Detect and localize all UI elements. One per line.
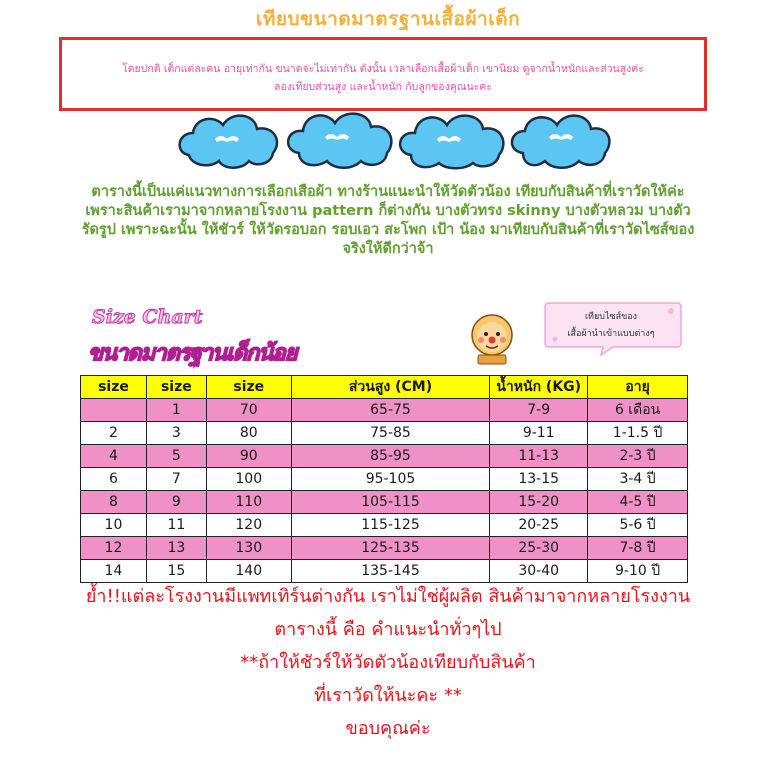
table-cell: 9-11 xyxy=(490,422,588,445)
table-cell: 135-145 xyxy=(291,560,490,583)
table-cell: 10 xyxy=(81,514,147,537)
cloud-icon xyxy=(400,116,503,169)
table-cell: 7-9 xyxy=(490,399,588,422)
notice-text xyxy=(4,183,772,259)
table-cell: 25-30 xyxy=(490,537,588,560)
table-cell: 6 xyxy=(81,468,147,491)
table-cell: 4-5 ปี xyxy=(588,491,688,514)
clouds-decoration xyxy=(175,103,615,173)
table-cell: 11-13 xyxy=(490,445,588,468)
table-cell: 70 xyxy=(206,399,291,422)
table-cell: 120 xyxy=(206,514,291,537)
cloud-icon xyxy=(288,114,391,168)
column-header: ส่วนสูง (CM) xyxy=(291,376,490,399)
table-cell: 85-95 xyxy=(291,445,490,468)
table-cell: 125-135 xyxy=(291,537,490,560)
cloud-icon xyxy=(512,116,609,168)
table-cell: 100 xyxy=(206,468,291,491)
table-cell: 95-105 xyxy=(291,468,490,491)
table-cell: 15 xyxy=(146,560,206,583)
notice-line: เพราะสินค้าเรามาจากหลายโรงงาน pattern ก็ต่างกัน บางตัวทรง skinny บางตัวหลวม บางตัว xyxy=(85,203,691,219)
table-cell: 5 xyxy=(146,445,206,468)
intro-box xyxy=(59,37,707,111)
table-cell: 9 xyxy=(146,491,206,514)
table-cell: 1-1.5 ปี xyxy=(588,422,688,445)
table-cell: 7-8 ปี xyxy=(588,537,688,560)
table-cell: 13 xyxy=(146,537,206,560)
cloud-icon xyxy=(180,116,277,168)
notice-line: ตารางนี้เป็นแค่แนวทางการเลือกเสือผ้า ทางร้านแนะนำให้วัดตัวน้อง เทียบกับสินค้าที่เราวัดให้ค่ะ xyxy=(91,184,685,200)
intro-line: ลองเทียบส่วนสูง และน้ำหนัก กับลูกของคุณนะคะ xyxy=(274,81,492,93)
table-row xyxy=(81,491,688,514)
speech-bubble-text xyxy=(543,309,679,343)
table-cell xyxy=(81,399,147,422)
table-row xyxy=(81,468,688,491)
table-cell: 4 xyxy=(81,445,147,468)
table-cell: 14 xyxy=(81,560,147,583)
table-cell: 8 xyxy=(81,491,147,514)
table-cell: 2 xyxy=(81,422,147,445)
column-header: size xyxy=(146,376,206,399)
table-cell: 1 xyxy=(146,399,206,422)
intro-text xyxy=(62,60,704,96)
table-cell: 5-6 ปี xyxy=(588,514,688,537)
table-cell: 2-3 ปี xyxy=(588,445,688,468)
table-cell: 6 เดือน xyxy=(588,399,688,422)
table-row xyxy=(81,445,688,468)
footer-line: **ถ้าให้ชัวร์ให้วัดตัวน้องเทียบกับสินค้า xyxy=(240,652,536,673)
size-chart-title: Size Chart xyxy=(92,306,203,328)
column-header: size xyxy=(81,376,147,399)
table-cell: 105-115 xyxy=(291,491,490,514)
table-cell: 115-125 xyxy=(291,514,490,537)
table-cell: 9-10 ปี xyxy=(588,560,688,583)
footer-text xyxy=(0,580,776,745)
column-header: น้ำหนัก (KG) xyxy=(490,376,588,399)
table-cell: 3-4 ปี xyxy=(588,468,688,491)
notice-line: จริงให้ดีกว่าจ้า xyxy=(342,241,434,257)
table-cell: 15-20 xyxy=(490,491,588,514)
table-cell: 90 xyxy=(206,445,291,468)
table-body xyxy=(81,399,688,583)
size-table xyxy=(80,375,688,583)
table-cell: 30-40 xyxy=(490,560,588,583)
footer-line: ขอบคุณค่ะ xyxy=(345,718,431,739)
table-cell: 110 xyxy=(206,491,291,514)
intro-line: โดยปกติ เด็กแต่ละคน อายุเท่ากัน ขนาดจะไม่เท่ากัน ดังนั้น เวลาเลือกเสื้อผ้าเด็ก เขานิยม ดูจากน้ำหนักและส่วนสูงค่ะ xyxy=(122,63,644,75)
bubble-line: เสื้อผ้านำเข้าแบบต่างๆ xyxy=(567,329,655,339)
table-cell: 12 xyxy=(81,537,147,560)
table-cell: 7 xyxy=(146,468,206,491)
table-row xyxy=(81,514,688,537)
column-header: size xyxy=(206,376,291,399)
column-header: อายุ xyxy=(588,376,688,399)
table-cell: 13-15 xyxy=(490,468,588,491)
footer-line: ที่เราวัดให้นะคะ ** xyxy=(314,685,462,706)
page-title: เทียบขนาดมาตรฐานเสื้อผ้าเด็ก xyxy=(255,8,521,30)
table-cell: 3 xyxy=(146,422,206,445)
table-cell: 130 xyxy=(206,537,291,560)
table-row xyxy=(81,422,688,445)
notice-line: รัดรูป เพราะฉะนั้น ให้ชัวร์ ให้วัดรอบอก รอบเอว สะโพก เป้า น้อง มาเทียบกับสินค้าที่เราวัดไซส์ของ xyxy=(81,222,695,238)
footer-line: ตารางนี้ คือ คำแนะนำทั่วๆไป xyxy=(274,619,502,640)
table-cell: 75-85 xyxy=(291,422,490,445)
table-row xyxy=(81,399,688,422)
size-chart-subtitle: ขนาดมาตรฐานเด็กน้อย xyxy=(88,341,297,366)
table-cell: 65-75 xyxy=(291,399,490,422)
bubble-line: เทียบไซส์ของ xyxy=(584,312,638,322)
table-cell: 20-25 xyxy=(490,514,588,537)
table-cell: 11 xyxy=(146,514,206,537)
footer-line: ย้ำ!!แต่ละโรงงานมีแพทเทิร์นต่างกัน เราไม่ใช่ผู้ผลิต สินค้ามาจากหลายโรงงาน xyxy=(85,586,691,607)
table-cell: 80 xyxy=(206,422,291,445)
table-header-row xyxy=(81,376,688,399)
table-cell: 140 xyxy=(206,560,291,583)
table-row xyxy=(81,537,688,560)
mascot-icon xyxy=(466,311,518,367)
